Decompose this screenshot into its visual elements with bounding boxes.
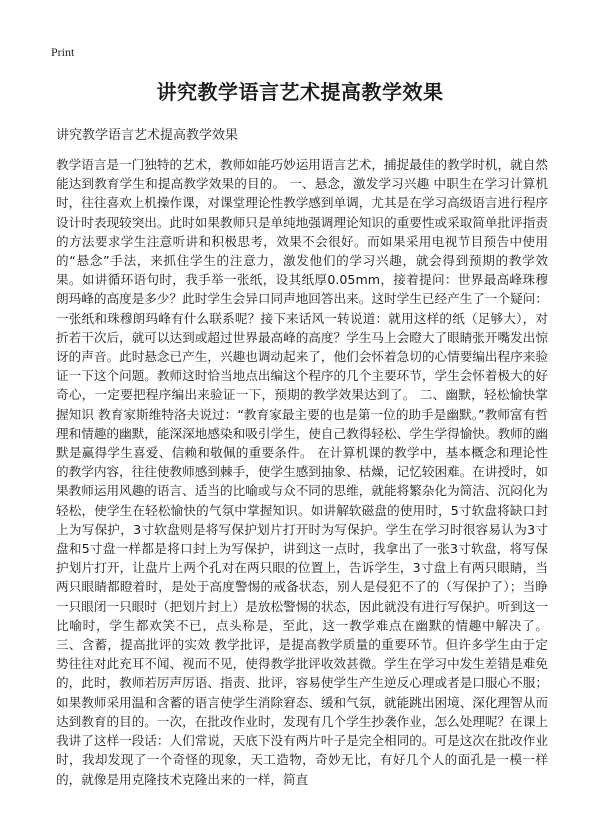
document-subtitle: 讲究教学语言艺术提高教学效果	[56, 128, 239, 143]
document-body: 教学语言是一门独特的艺术，教师如能巧妙运用语言艺术，捕捉最佳的教学时机，就自然能达到教育学生和提高教学效果的目的。 一、悬念，激发学习兴趣 中职生在学习计算机时，往往喜欢上机操作课，对课堂理论性教学感到单调，尤其是在学习高级语言进行程序设计时表现较突出。此时如果教师只是单纯地强调理论知识的重要性或采取简单批评指责的方法要求学生注意听讲和积极思考，效果不会很好。而如果采用电视节目预告中使用的“悬念”手法，来抓住学生的注意力，激发他们的学习兴趣，就会得到预期的教学效果。如讲循环语句时，我手举一张纸，设其纸厚0.05mm，接着提问：世界最高峰珠穆朗玛峰的高度是多少？此时学生会异口同声地回答出来。这时学生已经产生了一个疑问：一张纸和珠穆朗玛峰有什么联系呢？接下来话风一转说道：就用这样的纸（足够大），对折若干次后，就可以达到或超过世界最高峰的高度？学生马上会瞪大了眼睛张开嘴发出惊讶的声音。此时悬念已产生，兴趣也调动起来了，他们会怀着急切的心情要编出程序来验证一下这个问题。教师这时恰当地点出编这个程序的几个主要环节，学生会怀着极大的好奇心，一定要把程序编出来验证一下，预期的教学效果达到了。 二、幽默，轻松愉快掌握知识 教育家斯维特洛夫说过：“教育家最主要的也是第一位的助手是幽默。”教师富有哲理和情趣的幽默，能深深地感染和吸引学生，使自己教得轻松、学生学得愉快。教师的幽默是赢得学生喜爱、信赖和敬佩的重要条件。 在计算机课的教学中，基本概念和理论性的教学内容，往往使教师感到棘手，使学生感到抽象、枯燥，记忆较困难。在讲授时，如果教师运用风趣的语言、适当的比喻或与众不同的思维，就能将繁杂化为简洁、沉闷化为轻松，使学生在轻松愉快的气氛中掌握知识。如讲解软磁盘的使用时，5寸软盘将缺口封上为写保护，3寸软盘则是将写保护划片打开时为写保护。学生在学习时很容易认为3寸盘和5寸盘一样都是将口封上为写保护，讲到这一点时，我拿出了一张3寸软盘，将写保护划片打开，让盘片上两个孔对在两只眼的位置上，告诉学生，3寸盘上有两只眼睛，当两只眼睛都瞪着时，是处于高度警惕的戒备状态，别人是侵犯不了的（写保护了）；当睁一只眼闭一只眼时（把划片封上）是放松警惕的状态，因此就没有进行写保护。听到这一比喻时，学生都欢笑不已，点头称是，至此，这一教学难点在幽默的情趣中解决了。 三、含蓄，提高批评的实效 教学批评，是提高教学质量的重要环节。但许多学生由于定势往往对此充耳不闻、视而不见，使得教学批评收效甚微。学生在学习中发生差错是难免的，此时，教师若厉声厉语、指责、批评，容易使学生产生逆反心理或者是口服心不服；如果教师采用温和含蓄的语言使学生消除窘态、缓和气氛，就能跳出困境、深化理智从而达到教育的目的。一次，在批改作业时，发现有几个学生抄袭作业，怎么处理呢？在课上我讲了这样一段话：人们常说，天底下没有两片叶子是完全相同的。可是这次在批改作业时，我却发现了一个奇怪的现象，天工造物，奇妙无比，有好几个人的面孔是一模一样的，就像是用克隆技术克隆出来的一样，简直	[56, 157, 548, 787]
document-title: 讲究教学语言艺术提高教学效果	[156, 80, 444, 104]
print-link[interactable]: Print	[51, 45, 75, 59]
